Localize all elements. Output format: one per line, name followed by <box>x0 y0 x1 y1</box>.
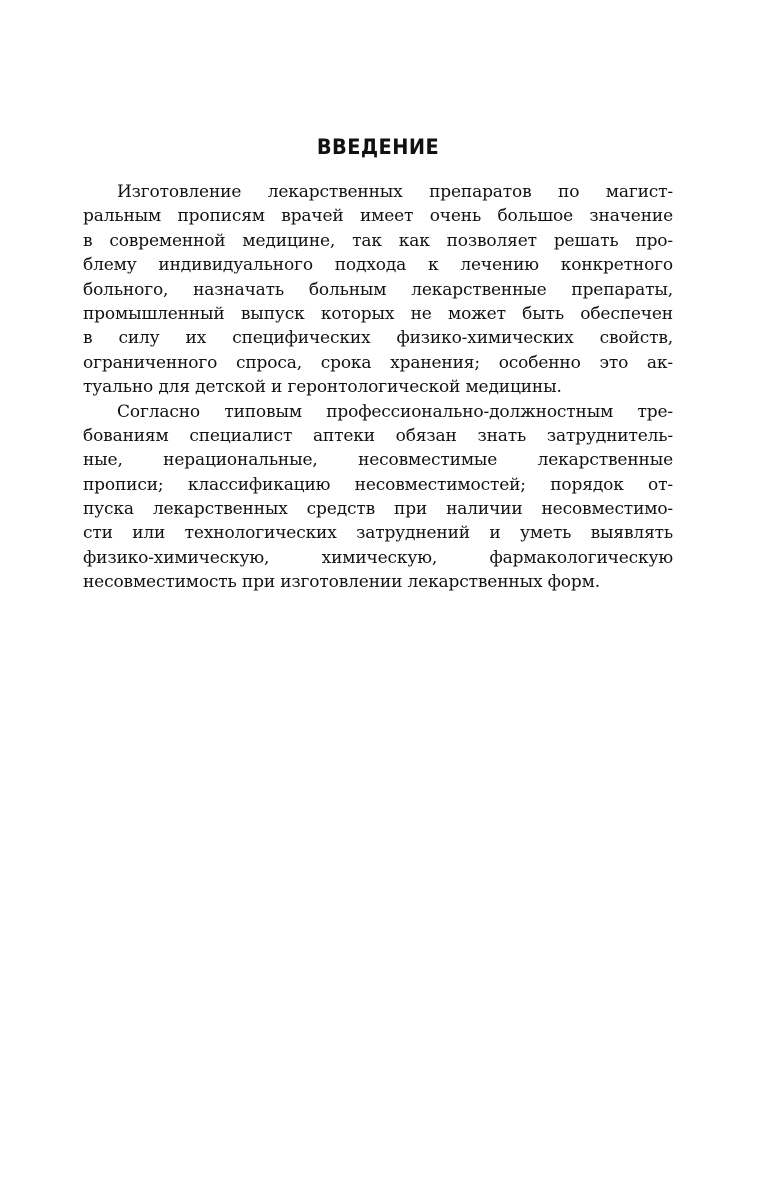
text-line: Согласно типовым профессионально-должностным тре- <box>117 401 673 422</box>
text-line: ральным прописям врачей имеет очень большое значение <box>83 206 673 227</box>
text-line: физико-химическую, химическую, фармакологическую <box>83 547 673 568</box>
text-line: прописи; классификацию несовместимостей; порядок от- <box>83 474 673 495</box>
text-line: ные, нерациональные, несовместимые лекарственные <box>83 450 673 471</box>
text-line: туально для детской и геронтологической медицины. <box>83 377 562 398</box>
text-line: в современной медицине, так как позволяет решать про- <box>83 230 673 251</box>
text-line: блему индивидуального подхода к лечению конкретного <box>83 255 673 276</box>
text-line: ограниченного спроса, срока хранения; особенно это ак- <box>83 352 673 373</box>
text-line: больного, назначать больным лекарственные препараты, <box>83 279 673 300</box>
text-line: бованиям специалист аптеки обязан знать затруднитель- <box>83 425 673 446</box>
section-heading: ВВЕДЕНИЕ <box>316 135 440 159</box>
paragraph-2 <box>83 400 673 595</box>
page-body <box>83 128 673 595</box>
text-line: промышленный выпуск которых не может быть обеспечен <box>83 303 673 324</box>
text-line: Изготовление лекарственных препаратов по магист- <box>117 182 673 202</box>
text-line: сти или технологических затруднений и уметь выявлять <box>83 523 673 544</box>
text-line: в силу их специфических физико-химических свойств, <box>83 328 673 349</box>
paragraph-1 <box>83 180 673 400</box>
text-line: несовместимость при изготовлении лекарственных форм. <box>83 572 600 593</box>
text-line: пуска лекарственных средств при наличии несовместимо- <box>83 499 673 520</box>
